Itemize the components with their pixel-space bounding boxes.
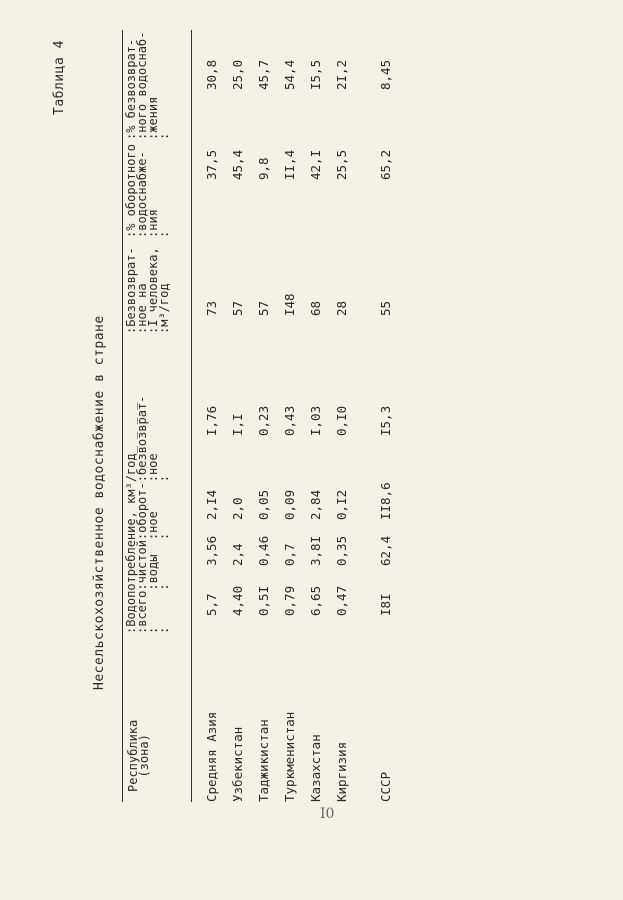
row-name: СССР	[378, 771, 393, 802]
cell-per-person: 55	[378, 300, 393, 316]
cell-irrecoverable: 0,23	[256, 405, 271, 436]
cell-total: 5,7	[204, 593, 219, 616]
cell-clean: 0,7	[282, 543, 297, 566]
row-name: Узбекистан	[230, 726, 245, 802]
row-name: Туркменистан	[282, 711, 297, 802]
cell-total: 4,40	[230, 585, 245, 616]
cell-per-person: 57	[256, 300, 271, 316]
cell-pct-recycled: 9,8	[256, 157, 271, 180]
cell-pct-irrecoverable: I5,5	[308, 59, 323, 90]
row-name: Средняя Азия	[204, 711, 219, 802]
cell-clean: 62,4	[378, 535, 393, 566]
header-per-person: :Безвозврат- :ное на :I человека, :м³/год	[124, 247, 171, 334]
cell-pct-recycled: 25,5	[334, 149, 349, 180]
header-region: Республика (зона)	[126, 719, 151, 792]
cell-total: 0,5I	[256, 585, 271, 616]
row-name: Казахстан	[308, 734, 323, 802]
cell-pct-recycled: 37,5	[204, 149, 219, 180]
header-bottom-rule	[191, 30, 192, 802]
cell-per-person: 28	[334, 300, 349, 316]
cell-per-person: 73	[204, 300, 219, 316]
cell-total: 0,47	[334, 585, 349, 616]
cell-pct-recycled: II,4	[282, 149, 297, 180]
cell-pct-irrecoverable: 8,45	[378, 59, 393, 90]
cell-per-person: I48	[282, 293, 297, 316]
cell-pct-recycled: 65,2	[378, 149, 393, 180]
cell-irrecoverable: 0,43	[282, 405, 297, 436]
cell-total: I8I	[378, 593, 393, 616]
cell-irrecoverable: I,I	[230, 413, 245, 436]
header-irrecoverable-pct: :% безвозврат- :ного водоснаб- :жения :	[124, 31, 171, 140]
table-label: Таблица 4	[52, 40, 67, 115]
cell-clean: 3,56	[204, 535, 219, 566]
cell-irrecoverable: I,76	[204, 405, 219, 436]
header-water-use: :Водопотребление, км³/год_ _ _ _ :всего:чистой:оборот-:безвозврат- : :воды :ное :ное : : : :	[124, 395, 171, 634]
cell-irrecoverable: 0,I0	[334, 405, 349, 436]
cell-per-person: 57	[230, 300, 245, 316]
cell-clean: 3,8I	[308, 535, 323, 566]
cell-irrecoverable: I,03	[308, 405, 323, 436]
cell-pct-recycled: 42,I	[308, 149, 323, 180]
cell-recycled: II8,6	[378, 482, 393, 520]
cell-pct-irrecoverable: 30,8	[204, 59, 219, 90]
cell-clean: 2,4	[230, 543, 245, 566]
table-title: Несельскохозяйственное водоснабжение в стране	[92, 315, 107, 690]
cell-total: 6,65	[308, 585, 323, 616]
cell-recycled: 0,09	[282, 489, 297, 520]
header-recycled-pct: :% оборотного :водоснабже- :ния :	[124, 144, 171, 238]
cell-recycled: 2,I4	[204, 489, 219, 520]
cell-recycled: 0,05	[256, 489, 271, 520]
cell-clean: 0,35	[334, 535, 349, 566]
cell-pct-irrecoverable: 2I,2	[334, 59, 349, 90]
cell-pct-recycled: 45,4	[230, 149, 245, 180]
header-top-rule	[122, 30, 123, 802]
cell-pct-irrecoverable: 45,7	[256, 59, 271, 90]
row-name: Таджикистан	[256, 719, 271, 802]
cell-irrecoverable: I5,3	[378, 405, 393, 436]
cell-pct-irrecoverable: 54,4	[282, 59, 297, 90]
page-number: I0	[320, 806, 335, 822]
cell-per-person: 68	[308, 300, 323, 316]
cell-pct-irrecoverable: 25,0	[230, 59, 245, 90]
cell-clean: 0,46	[256, 535, 271, 566]
cell-recycled: 0,I2	[334, 489, 349, 520]
cell-recycled: 2,0	[230, 497, 245, 520]
cell-recycled: 2,84	[308, 489, 323, 520]
cell-total: 0,79	[282, 585, 297, 616]
row-name: Киргизия	[334, 741, 349, 802]
